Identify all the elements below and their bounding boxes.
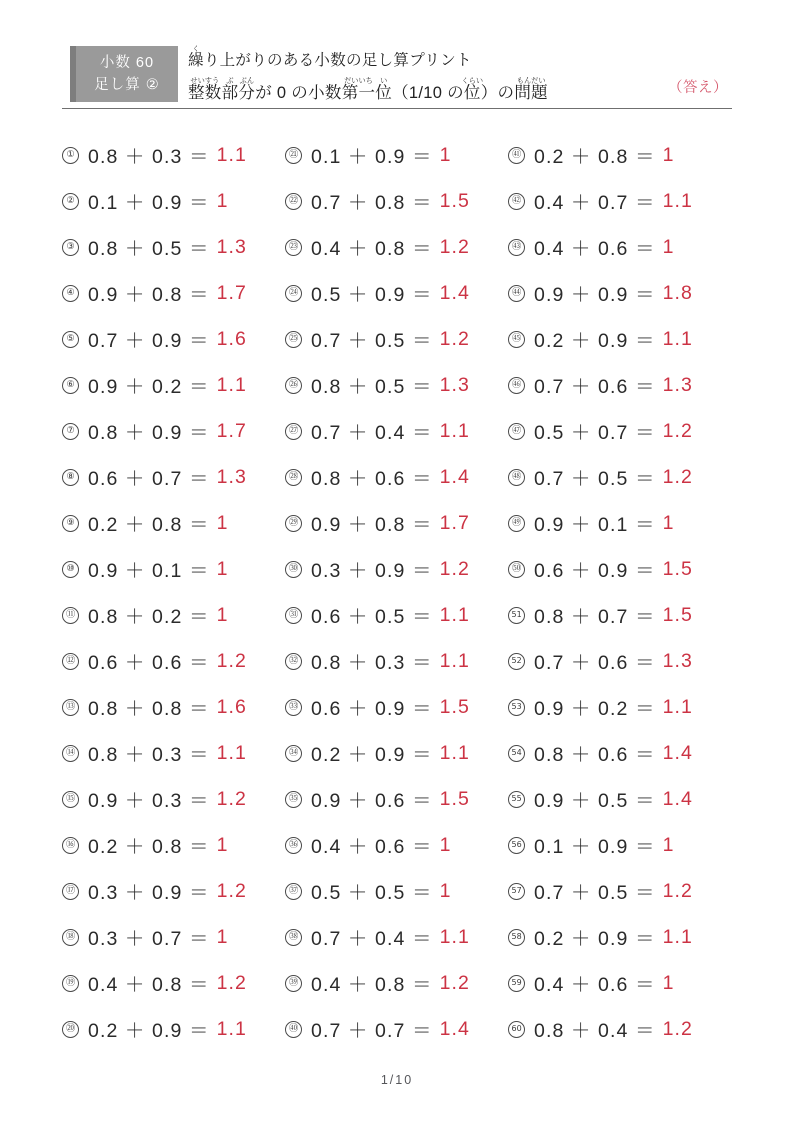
problem-number: ㊸ — [508, 239, 525, 256]
problem-row — [62, 270, 285, 316]
problem-row — [285, 362, 508, 408]
problem-row — [285, 730, 508, 776]
problem-number: ㊵ — [285, 1021, 302, 1038]
problem-expression: 0.8 ＋ 0.7 ＝ — [534, 606, 656, 628]
worksheet-title-secondary — [188, 76, 728, 106]
problem-answer: 1.4 — [439, 1017, 470, 1040]
problem-number: ㉖ — [285, 377, 302, 394]
problem-answer: 1.4 — [439, 281, 470, 304]
problem-answer: 1.6 — [216, 695, 247, 718]
problem-number: ㉔ — [285, 285, 302, 302]
ruby-text-kurai: くらい — [461, 76, 484, 85]
problem-number: ㊹ — [508, 285, 525, 302]
problem-answer: 1 — [439, 879, 452, 902]
problem-number: ㉘ — [285, 469, 302, 486]
problem-expression: 0.3 ＋ 0.9 ＝ — [88, 882, 210, 904]
problem-answer: 1.3 — [216, 465, 247, 488]
problem-row — [508, 132, 731, 178]
title-kurai-close: ）の — [480, 84, 515, 102]
problem-answer: 1.2 — [439, 971, 470, 994]
problem-number: ㉞ — [285, 745, 302, 762]
problem-answer: 1.2 — [662, 1017, 693, 1040]
ruby-text-seisuu: せいすう — [188, 76, 222, 85]
title-primary-rest: り上がりのある小数の足し算プリント — [203, 52, 472, 69]
problem-answer: 1 — [662, 143, 675, 166]
problem-row — [62, 592, 285, 638]
problem-answer: 1 — [216, 833, 229, 856]
problem-expression: 0.8 ＋ 0.3 ＝ — [88, 146, 210, 168]
problem-answer: 1.1 — [216, 373, 247, 396]
problem-number: ㉙ — [285, 515, 302, 532]
problem-number: ㉛ — [285, 607, 302, 624]
problem-number: ⑫ — [62, 653, 79, 670]
problem-number: ㊻ — [508, 377, 525, 394]
problem-expression: 0.7 ＋ 0.4 ＝ — [311, 422, 433, 444]
problem-expression: 0.2 ＋ 0.8 ＝ — [88, 514, 210, 536]
ruby-i — [375, 76, 393, 102]
problem-number: ㉑ — [285, 147, 302, 164]
problem-row — [62, 224, 285, 270]
ruby-text-mondai: もんだい — [514, 76, 548, 85]
problem-answer: 1 — [662, 833, 675, 856]
problem-expression: 0.9 ＋ 0.2 ＝ — [534, 698, 656, 720]
problem-answer: 1.1 — [662, 695, 693, 718]
problem-answer: 1.5 — [662, 557, 693, 580]
ruby-bu — [221, 76, 239, 102]
problem-expression: 0.7 ＋ 0.5 ＝ — [534, 468, 656, 490]
problem-number: 51 — [508, 607, 525, 624]
problem-row — [62, 316, 285, 362]
problem-number: ③ — [62, 239, 79, 256]
worksheet-badge — [70, 46, 178, 102]
problem-expression: 0.5 ＋ 0.9 ＝ — [311, 284, 433, 306]
problem-expression: 0.8 ＋ 0.4 ＝ — [534, 1020, 656, 1042]
problem-expression: 0.6 ＋ 0.5 ＝ — [311, 606, 433, 628]
problem-row — [285, 638, 508, 684]
ruby-text-daiichi: だいいち — [341, 76, 376, 85]
problem-row — [285, 270, 508, 316]
problem-expression: 0.9 ＋ 0.8 ＝ — [311, 514, 433, 536]
problem-row — [285, 684, 508, 730]
problem-number: ⑱ — [62, 929, 79, 946]
problem-answer: 1 — [439, 143, 452, 166]
ruby-mondai — [514, 76, 548, 102]
title-kanji-kuri: 繰 — [188, 52, 204, 69]
problem-expression: 0.4 ＋ 0.6 ＝ — [311, 836, 433, 858]
problem-expression: 0.4 ＋ 0.8 ＝ — [311, 238, 433, 260]
problem-row — [508, 316, 731, 362]
problem-row — [508, 500, 731, 546]
problem-answer: 1.5 — [439, 189, 470, 212]
problem-expression: 0.8 ＋ 0.8 ＝ — [88, 698, 210, 720]
problem-number: ㊷ — [508, 193, 525, 210]
problem-row — [62, 914, 285, 960]
problem-number: 52 — [508, 653, 525, 670]
problem-answer: 1 — [216, 557, 229, 580]
problem-answer: 1.4 — [662, 787, 693, 810]
problem-number: 53 — [508, 699, 525, 716]
problem-answer: 1 — [662, 511, 675, 534]
problem-row — [508, 362, 731, 408]
problem-number: ㊽ — [508, 469, 525, 486]
problem-number: ⑮ — [62, 791, 79, 808]
badge-title-line2: 足し算 ② — [94, 77, 160, 93]
problem-row — [285, 178, 508, 224]
problem-number: ⑤ — [62, 331, 79, 348]
problem-row — [285, 224, 508, 270]
problem-expression: 0.4 ＋ 0.6 ＝ — [534, 974, 656, 996]
problem-column-2 — [285, 132, 508, 1052]
problem-expression: 0.8 ＋ 0.3 ＝ — [88, 744, 210, 766]
problem-expression: 0.1 ＋ 0.9 ＝ — [88, 192, 210, 214]
problem-number: ㊼ — [508, 423, 525, 440]
problem-expression: 0.7 ＋ 0.9 ＝ — [88, 330, 210, 352]
problem-answer: 1.1 — [216, 1017, 247, 1040]
problem-number: ⑳ — [62, 1021, 79, 1038]
problem-answer: 1.2 — [216, 879, 247, 902]
problem-answer: 1 — [662, 235, 675, 258]
problem-number: ⑲ — [62, 975, 79, 992]
problem-expression: 0.6 ＋ 0.6 ＝ — [88, 652, 210, 674]
problem-number: ⑪ — [62, 607, 79, 624]
problem-number: ⑭ — [62, 745, 79, 762]
problem-expression: 0.1 ＋ 0.9 ＝ — [311, 146, 433, 168]
problem-answer: 1.3 — [662, 649, 693, 672]
header-divider — [62, 108, 732, 109]
problem-answer: 1.3 — [439, 373, 470, 396]
problem-expression: 0.2 ＋ 0.9 ＝ — [534, 330, 656, 352]
problem-answer: 1.7 — [216, 419, 247, 442]
problem-answer: 1.8 — [662, 281, 693, 304]
ruby-seisuu — [188, 76, 222, 102]
ruby-kurai — [461, 76, 484, 102]
problem-row — [508, 1006, 731, 1052]
problem-expression: 0.9 ＋ 0.3 ＝ — [88, 790, 210, 812]
problem-expression: 0.3 ＋ 0.9 ＝ — [311, 560, 433, 582]
problem-expression: 0.2 ＋ 0.8 ＝ — [88, 836, 210, 858]
problem-number: ⑩ — [62, 561, 79, 578]
problem-row — [285, 914, 508, 960]
problem-expression: 0.8 ＋ 0.6 ＝ — [311, 468, 433, 490]
problem-expression: 0.7 ＋ 0.6 ＝ — [534, 376, 656, 398]
problem-number: ⑰ — [62, 883, 79, 900]
problem-number: 58 — [508, 929, 525, 946]
problem-row — [285, 316, 508, 362]
problem-expression: 0.8 ＋ 0.6 ＝ — [534, 744, 656, 766]
answer-key-label: （答え） — [668, 80, 728, 96]
problem-row — [285, 1006, 508, 1052]
problem-row — [62, 730, 285, 776]
problem-answer: 1.3 — [216, 235, 247, 258]
problem-answer: 1.5 — [439, 787, 470, 810]
problem-answer: 1.2 — [439, 327, 470, 350]
page-footer — [0, 1073, 794, 1087]
problem-row — [508, 546, 731, 592]
ruby-kuri — [188, 44, 204, 69]
problem-number: ㊿ — [508, 561, 525, 578]
ruby-daiichi — [341, 76, 376, 102]
problem-answer: 1.1 — [662, 189, 693, 212]
problem-answer: 1.2 — [439, 235, 470, 258]
problem-expression: 0.5 ＋ 0.5 ＝ — [311, 882, 433, 904]
problem-answer: 1.5 — [439, 695, 470, 718]
problem-row — [285, 822, 508, 868]
problem-row — [62, 1006, 285, 1052]
problem-row — [62, 868, 285, 914]
problem-grid — [62, 132, 732, 1052]
problem-expression: 0.3 ＋ 0.7 ＝ — [88, 928, 210, 950]
problem-number: ㉚ — [285, 561, 302, 578]
problem-row — [508, 914, 731, 960]
problem-answer: 1.6 — [216, 327, 247, 350]
problem-row — [285, 408, 508, 454]
problem-expression: 0.8 ＋ 0.3 ＝ — [311, 652, 433, 674]
title-secondary-mid: が 0 の小数 — [255, 84, 342, 102]
problem-answer: 1.7 — [216, 281, 247, 304]
problem-answer: 1 — [216, 925, 229, 948]
title-kanji-seisuu: 整数 — [188, 84, 222, 102]
problem-answer: 1.2 — [216, 649, 247, 672]
problem-row — [285, 776, 508, 822]
title-kanji-kurai: 位 — [461, 84, 484, 102]
problem-row — [508, 822, 731, 868]
problem-row — [62, 776, 285, 822]
problem-row — [285, 132, 508, 178]
problem-expression: 0.2 ＋ 0.9 ＝ — [311, 744, 433, 766]
problem-number: 57 — [508, 883, 525, 900]
problem-expression: 0.2 ＋ 0.9 ＝ — [88, 1020, 210, 1042]
problem-answer: 1.3 — [662, 373, 693, 396]
problem-expression: 0.7 ＋ 0.7 ＝ — [311, 1020, 433, 1042]
problem-number: 56 — [508, 837, 525, 854]
problem-answer: 1 — [216, 603, 229, 626]
problem-column-1 — [62, 132, 285, 1052]
problem-number: ㉝ — [285, 699, 302, 716]
problem-number: ⑨ — [62, 515, 79, 532]
problem-row — [62, 178, 285, 224]
problem-expression: 0.9 ＋ 0.8 ＝ — [88, 284, 210, 306]
problem-expression: 0.9 ＋ 0.6 ＝ — [311, 790, 433, 812]
problem-expression: 0.6 ＋ 0.7 ＝ — [88, 468, 210, 490]
title-kanji-mondai: 問題 — [514, 84, 548, 102]
problem-expression: 0.1 ＋ 0.9 ＝ — [534, 836, 656, 858]
problem-row — [508, 868, 731, 914]
problem-answer: 1.1 — [439, 741, 470, 764]
problem-answer: 1.1 — [662, 925, 693, 948]
problem-row — [508, 776, 731, 822]
problem-number: ㊴ — [285, 975, 302, 992]
problem-expression: 0.7 ＋ 0.4 ＝ — [311, 928, 433, 950]
problem-expression: 0.8 ＋ 0.5 ＝ — [311, 376, 433, 398]
problem-number: ㊾ — [508, 515, 525, 532]
page-header — [62, 44, 732, 106]
problem-number: 60 — [508, 1021, 525, 1038]
problem-row — [508, 454, 731, 500]
title-kurai-open: （1/10 の — [392, 84, 464, 102]
problem-number: ㉜ — [285, 653, 302, 670]
problem-answer: 1.2 — [439, 557, 470, 580]
problem-expression: 0.9 ＋ 0.5 ＝ — [534, 790, 656, 812]
problem-row — [508, 638, 731, 684]
problem-row — [508, 270, 731, 316]
problem-number: ㉓ — [285, 239, 302, 256]
problem-expression: 0.5 ＋ 0.7 ＝ — [534, 422, 656, 444]
problem-answer: 1 — [216, 189, 229, 212]
ruby-text-bu: ぶ — [221, 76, 239, 85]
problem-expression: 0.7 ＋ 0.5 ＝ — [311, 330, 433, 352]
problem-expression: 0.4 ＋ 0.7 ＝ — [534, 192, 656, 214]
problem-number: 59 — [508, 975, 525, 992]
problem-row — [285, 546, 508, 592]
ruby-text-bun: ぶん — [238, 76, 256, 85]
problem-row — [285, 500, 508, 546]
problem-row — [508, 224, 731, 270]
problem-number: 54 — [508, 745, 525, 762]
problem-row — [62, 960, 285, 1006]
problem-answer: 1 — [439, 833, 452, 856]
problem-row — [62, 408, 285, 454]
problem-answer: 1.2 — [662, 879, 693, 902]
problem-row — [62, 132, 285, 178]
problem-number: ㉗ — [285, 423, 302, 440]
problem-expression: 0.8 ＋ 0.2 ＝ — [88, 606, 210, 628]
problem-answer: 1.1 — [216, 741, 247, 764]
problem-number: ㉒ — [285, 193, 302, 210]
problem-row — [508, 730, 731, 776]
problem-number: ㉟ — [285, 791, 302, 808]
header-titles — [188, 44, 728, 106]
problem-answer: 1.5 — [662, 603, 693, 626]
problem-expression: 0.9 ＋ 0.9 ＝ — [534, 284, 656, 306]
problem-expression: 0.7 ＋ 0.6 ＝ — [534, 652, 656, 674]
ruby-text-i: い — [375, 76, 393, 85]
title-kanji-bun: 分 — [238, 84, 256, 102]
title-kanji-daiichi: 第一 — [341, 84, 376, 102]
problem-row — [508, 684, 731, 730]
problem-expression: 0.4 ＋ 0.8 ＝ — [88, 974, 210, 996]
problem-answer: 1.4 — [662, 741, 693, 764]
problem-answer: 1.2 — [216, 971, 247, 994]
problem-number: ㊶ — [508, 147, 525, 164]
problem-number: ⑯ — [62, 837, 79, 854]
problem-expression: 0.9 ＋ 0.2 ＝ — [88, 376, 210, 398]
problem-answer: 1 — [216, 511, 229, 534]
problem-answer: 1 — [662, 971, 675, 994]
problem-row — [62, 638, 285, 684]
problem-answer: 1.1 — [439, 925, 470, 948]
page-number: 1/10 — [380, 1073, 414, 1087]
problem-answer: 1.1 — [439, 649, 470, 672]
problem-number: ⑥ — [62, 377, 79, 394]
problem-expression: 0.2 ＋ 0.8 ＝ — [534, 146, 656, 168]
title-kanji-bu: 部 — [221, 84, 239, 102]
worksheet-title-primary — [188, 44, 728, 76]
problem-number: ⑬ — [62, 699, 79, 716]
problem-answer: 1.2 — [216, 787, 247, 810]
problem-number: ㊺ — [508, 331, 525, 348]
problem-number: ⑧ — [62, 469, 79, 486]
problem-number: ㊲ — [285, 883, 302, 900]
problem-expression: 0.6 ＋ 0.9 ＝ — [311, 698, 433, 720]
problem-number: ㉕ — [285, 331, 302, 348]
problem-row — [508, 408, 731, 454]
problem-expression: 0.8 ＋ 0.9 ＝ — [88, 422, 210, 444]
problem-number: ㊱ — [285, 837, 302, 854]
problem-number: ⑦ — [62, 423, 79, 440]
problem-expression: 0.7 ＋ 0.8 ＝ — [311, 192, 433, 214]
badge-title-line1: 小数 60 — [99, 55, 155, 71]
problem-number: ① — [62, 147, 79, 164]
problem-column-3 — [508, 132, 731, 1052]
problem-answer: 1.7 — [439, 511, 470, 534]
problem-answer: 1.4 — [439, 465, 470, 488]
problem-number: ④ — [62, 285, 79, 302]
problem-number: ② — [62, 193, 79, 210]
problem-row — [285, 454, 508, 500]
problem-expression: 0.2 ＋ 0.9 ＝ — [534, 928, 656, 950]
problem-row — [62, 362, 285, 408]
problem-row — [508, 178, 731, 224]
problem-expression: 0.9 ＋ 0.1 ＝ — [88, 560, 210, 582]
problem-expression: 0.4 ＋ 0.6 ＝ — [534, 238, 656, 260]
title-kanji-i: 位 — [375, 84, 393, 102]
problem-number: ㊳ — [285, 929, 302, 946]
problem-expression: 0.4 ＋ 0.8 ＝ — [311, 974, 433, 996]
problem-row — [285, 868, 508, 914]
problem-answer: 1.1 — [439, 603, 470, 626]
problem-number: 55 — [508, 791, 525, 808]
problem-answer: 1.2 — [662, 465, 693, 488]
problem-answer: 1.2 — [662, 419, 693, 442]
problem-expression: 0.9 ＋ 0.1 ＝ — [534, 514, 656, 536]
problem-row — [62, 684, 285, 730]
problem-row — [62, 500, 285, 546]
problem-row — [508, 592, 731, 638]
problem-row — [62, 454, 285, 500]
problem-expression: 0.7 ＋ 0.5 ＝ — [534, 882, 656, 904]
problem-row — [508, 960, 731, 1006]
problem-row — [285, 960, 508, 1006]
problem-answer: 1.1 — [662, 327, 693, 350]
problem-answer: 1.1 — [439, 419, 470, 442]
problem-expression: 0.6 ＋ 0.9 ＝ — [534, 560, 656, 582]
ruby-bun — [238, 76, 256, 102]
ruby-text-kuri: く — [188, 44, 204, 53]
problem-row — [62, 546, 285, 592]
problem-row — [285, 592, 508, 638]
problem-row — [62, 822, 285, 868]
problem-expression: 0.8 ＋ 0.5 ＝ — [88, 238, 210, 260]
problem-answer: 1.1 — [216, 143, 247, 166]
